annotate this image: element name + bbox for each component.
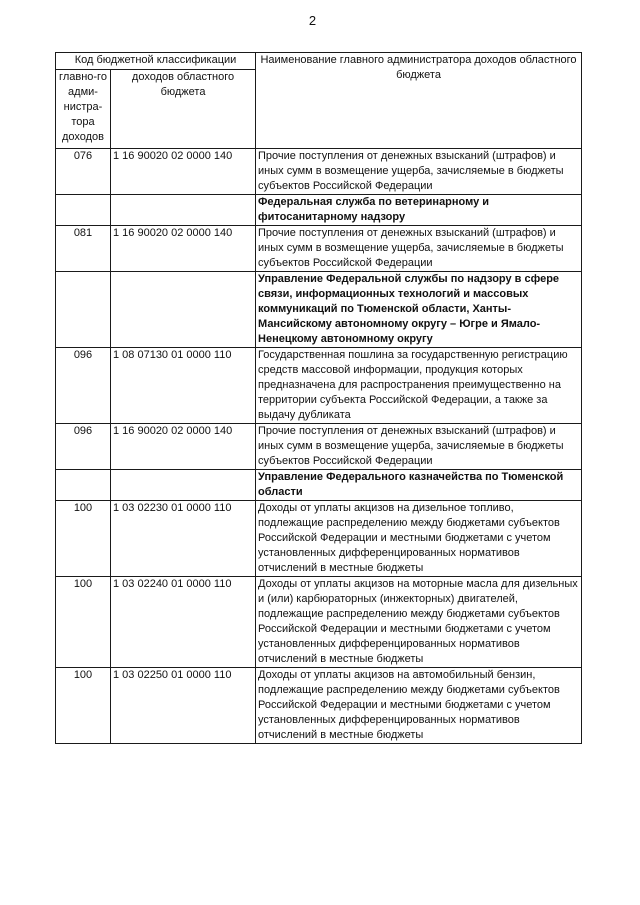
cell-administrator-code bbox=[56, 470, 111, 501]
table-row bbox=[56, 668, 582, 744]
cell-administrator-code: 076 bbox=[56, 149, 111, 195]
header-chief-administrator: главно-го адми-нистра-тора доходов bbox=[56, 70, 111, 149]
cell-name: Прочие поступления от денежных взысканий (штрафов) и иных сумм в возмещение ущерба, зачисляемые в бюджеты субъектов Российской Федерации bbox=[256, 226, 582, 272]
cell-administrator-code: 100 bbox=[56, 501, 111, 577]
cell-income-code: 1 16 90020 02 0000 140 bbox=[111, 424, 256, 470]
cell-income-code bbox=[111, 470, 256, 501]
cell-name: Государственная пошлина за государственную регистрацию средств массовой информации, продукция которых предназначена для распространения преимущественно на территории субъекта Российской Федерации, а также за выдачу дубликата bbox=[256, 348, 582, 424]
budget-classification-table bbox=[55, 52, 582, 744]
header-budget-classification-code: Код бюджетной классификации bbox=[56, 53, 256, 70]
cell-income-code: 1 03 02250 01 0000 110 bbox=[111, 668, 256, 744]
table-section-row bbox=[56, 470, 582, 501]
cell-administrator-code bbox=[56, 272, 111, 348]
cell-income-code: 1 16 90020 02 0000 140 bbox=[111, 226, 256, 272]
cell-name: Прочие поступления от денежных взысканий (штрафов) и иных сумм в возмещение ущерба, зачисляемые в бюджеты субъектов Российской Федерации bbox=[256, 149, 582, 195]
cell-name: Федеральная служба по ветеринарному и фитосанитарному надзору bbox=[256, 195, 582, 226]
page-number: 2 bbox=[308, 13, 317, 28]
cell-income-code: 1 16 90020 02 0000 140 bbox=[111, 149, 256, 195]
header-regional-income: доходов областного бюджета bbox=[111, 70, 256, 149]
table-row bbox=[56, 348, 582, 424]
cell-administrator-code bbox=[56, 195, 111, 226]
cell-administrator-code: 096 bbox=[56, 348, 111, 424]
table-row bbox=[56, 577, 582, 668]
cell-name: Доходы от уплаты акцизов на дизельное топливо, подлежащие распределению между бюджетами субъектов Российской Федерации и местными бюджетами с учетом установленных дифференцированных нормативов отчислений в местные бюджеты bbox=[256, 501, 582, 577]
cell-administrator-code: 081 bbox=[56, 226, 111, 272]
table-row bbox=[56, 501, 582, 577]
table-row bbox=[56, 226, 582, 272]
cell-income-code bbox=[111, 272, 256, 348]
table-header-row bbox=[56, 53, 582, 70]
header-administrator-name: Наименование главного администратора доходов областного бюджета bbox=[256, 53, 582, 149]
cell-administrator-code: 100 bbox=[56, 577, 111, 668]
cell-income-code: 1 08 07130 01 0000 110 bbox=[111, 348, 256, 424]
cell-administrator-code: 096 bbox=[56, 424, 111, 470]
table-section-row bbox=[56, 195, 582, 226]
cell-income-code bbox=[111, 195, 256, 226]
cell-name: Управление Федерального казначейства по Тюменской области bbox=[256, 470, 582, 501]
cell-administrator-code: 100 bbox=[56, 668, 111, 744]
cell-name: Управление Федеральной службы по надзору в сфере связи, информационных технологий и массовых коммуникаций по Тюменской области, Ханты-Мансийскому автономному округу – Югре и Ямало-Ненецкому автономному округу bbox=[256, 272, 582, 348]
cell-income-code: 1 03 02230 01 0000 110 bbox=[111, 501, 256, 577]
cell-name: Доходы от уплаты акцизов на моторные масла для дизельных и (или) карбюраторных (инжекторных) двигателей, подлежащие распределению между бюджетами субъектов Российской Федерации и местными бюджетами с учетом установленных дифференцированных нормативов отчислений в местные бюджеты bbox=[256, 577, 582, 668]
table-row bbox=[56, 424, 582, 470]
cell-name: Прочие поступления от денежных взысканий (штрафов) и иных сумм в возмещение ущерба, зачисляемые в бюджеты субъектов Российской Федерации bbox=[256, 424, 582, 470]
cell-income-code: 1 03 02240 01 0000 110 bbox=[111, 577, 256, 668]
table-row bbox=[56, 149, 582, 195]
table-section-row bbox=[56, 272, 582, 348]
cell-name: Доходы от уплаты акцизов на автомобильный бензин, подлежащие распределению между бюджетами субъектов Российской Федерации и местными бюджетами с учетом установленных дифференцированных нормативов отчислений в местные бюджеты bbox=[256, 668, 582, 744]
